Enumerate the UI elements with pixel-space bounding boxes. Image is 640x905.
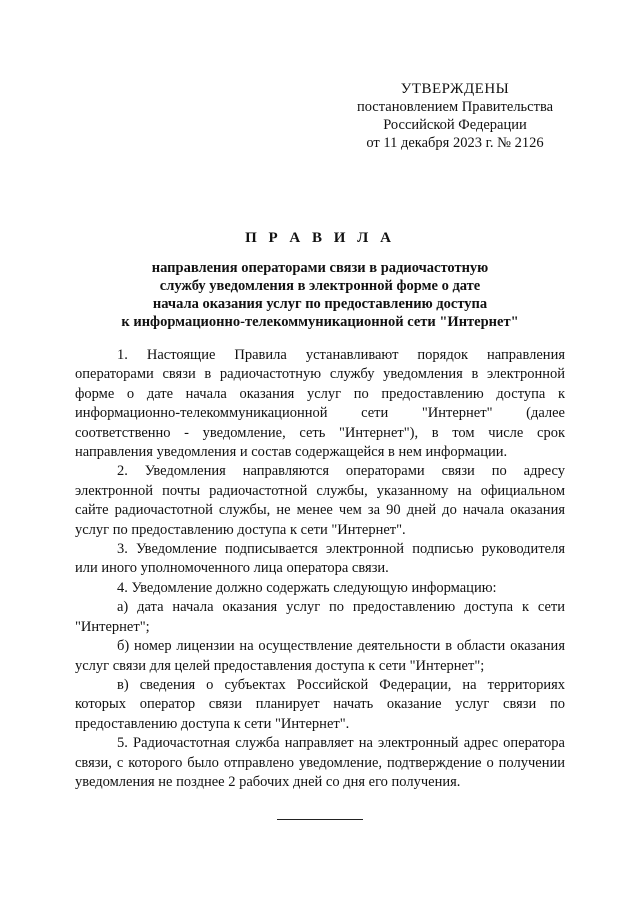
paragraph-2: 2. Уведомления направляются операторами связи по адресу электронной почты радиочастотной службы, указанному на официальном сайте радиочастотной службы, не менее чем за 90 дней до начала оказания услуг по предоставлению доступа к сети "Интернет". <box>75 463 565 538</box>
document-title: П Р А В И Л А <box>245 230 395 246</box>
approval-line-1: постановлением Правительства <box>356 99 554 115</box>
paragraph-5: 5. Радиочастотная служба направляет на электронный адрес оператора связи, с которого было отправлено уведомление, подтверждение о получении уведомления не позднее 2 рабочих дней со дня его получения. <box>75 735 565 790</box>
paragraph-4a: а) дата начала оказания услуг по предоставлению доступа к сети "Интернет"; <box>75 599 565 635</box>
heading-line-1: направления операторами связи в радиочастотную <box>151 260 489 276</box>
document-body <box>75 346 565 792</box>
paragraph-3: 3. Уведомление подписывается электронной подписью руководителя или иного уполномоченного лица оператора связи. <box>75 541 565 577</box>
paragraph-4c: в) сведения о субъектах Российской Федерации, на территориях которых оператор связи планирует начать оказание услуг связи по предоставлению доступа к сети "Интернет". <box>75 676 565 732</box>
heading-line-2: службу уведомления в электронной форме о дате <box>159 278 481 294</box>
approval-title: УТВЕРЖДЕНЫ <box>400 81 510 97</box>
approval-block <box>340 80 570 152</box>
approval-line-2: Российской Федерации <box>383 117 527 133</box>
document-heading <box>70 229 570 331</box>
paragraph-4b: б) номер лицензии на осуществление деятельности в области оказания услуг связи для целей предоставления доступа к сети "Интернет"; <box>75 638 565 674</box>
heading-line-3: начала оказания услуг по предоставлению доступа <box>152 296 488 312</box>
heading-line-4: к информационно-телекоммуникационной сети "Интернет" <box>121 314 519 330</box>
paragraph-1: 1. Настоящие Правила устанавливают порядок направления операторами связи в радиочастотную службу уведомления в электронной форме о дате начала оказания услуг по предоставлению доступа к информационно-телекоммуникационной сети "Интернет" (далее соответственно - уведомление, сеть "Интернет"), в том числе срок направления уведомления и состав содержащейся в нем информации. <box>75 347 565 461</box>
end-divider <box>277 819 363 820</box>
paragraph-4: 4. Уведомление должно содержать следующую информацию: <box>117 579 497 596</box>
approval-line-3: от 11 декабря 2023 г. № 2126 <box>366 135 544 151</box>
